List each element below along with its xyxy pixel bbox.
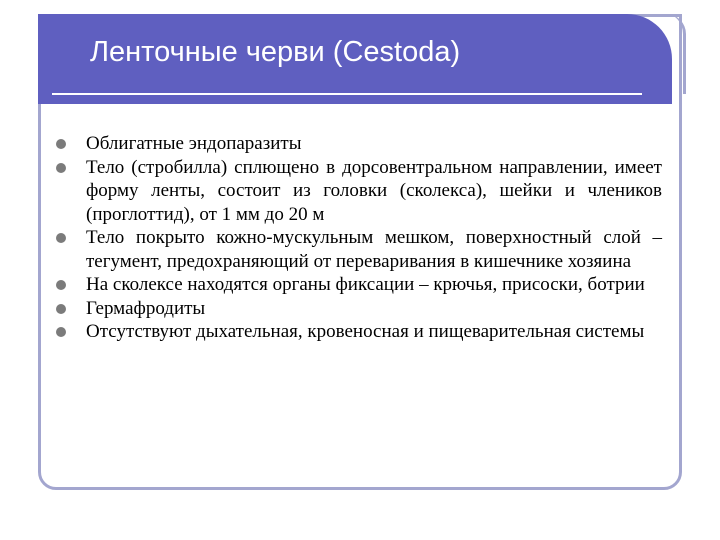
bullet-item	[56, 156, 662, 227]
bullet-text: Облигатные эндопаразиты	[86, 133, 302, 154]
bullet-item	[56, 273, 662, 297]
slide-title: Ленточные черви (Cestoda)	[90, 36, 461, 68]
bullet-dot-icon	[56, 304, 66, 314]
bullet-item	[56, 297, 662, 321]
bullet-text: Тело (стробилла) сплющено в дорсовентральном направлении, имеет форму ленты, состоит из головки (сколекса), шейки и члеников (проглоттид), от 1 мм до 20 м	[86, 156, 662, 225]
bullet-dot-icon	[56, 327, 66, 337]
bullet-text: Гермафродиты	[86, 297, 206, 319]
bullet-text: Тело покрыто кожно-мускульным мешком, поверхностный слой – тегумент, предохраняющий от переваривания в кишечнике хозяина	[86, 227, 662, 272]
bullet-dot-icon	[56, 163, 66, 173]
bullet-dot-icon	[56, 139, 66, 149]
bullet-text: На сколексе находятся органы фиксации – крючья, присоски, ботрии	[86, 274, 645, 295]
bullet-list	[56, 132, 662, 344]
bullet-item	[56, 132, 662, 156]
bullet-item	[56, 320, 662, 344]
title-underline	[52, 93, 642, 95]
bullet-item	[56, 226, 662, 273]
bullet-dot-icon	[56, 233, 66, 243]
bullet-text: Отсутствуют дыхательная, кровеносная и пищеварительная системы	[86, 321, 645, 342]
bullet-dot-icon	[56, 280, 66, 290]
